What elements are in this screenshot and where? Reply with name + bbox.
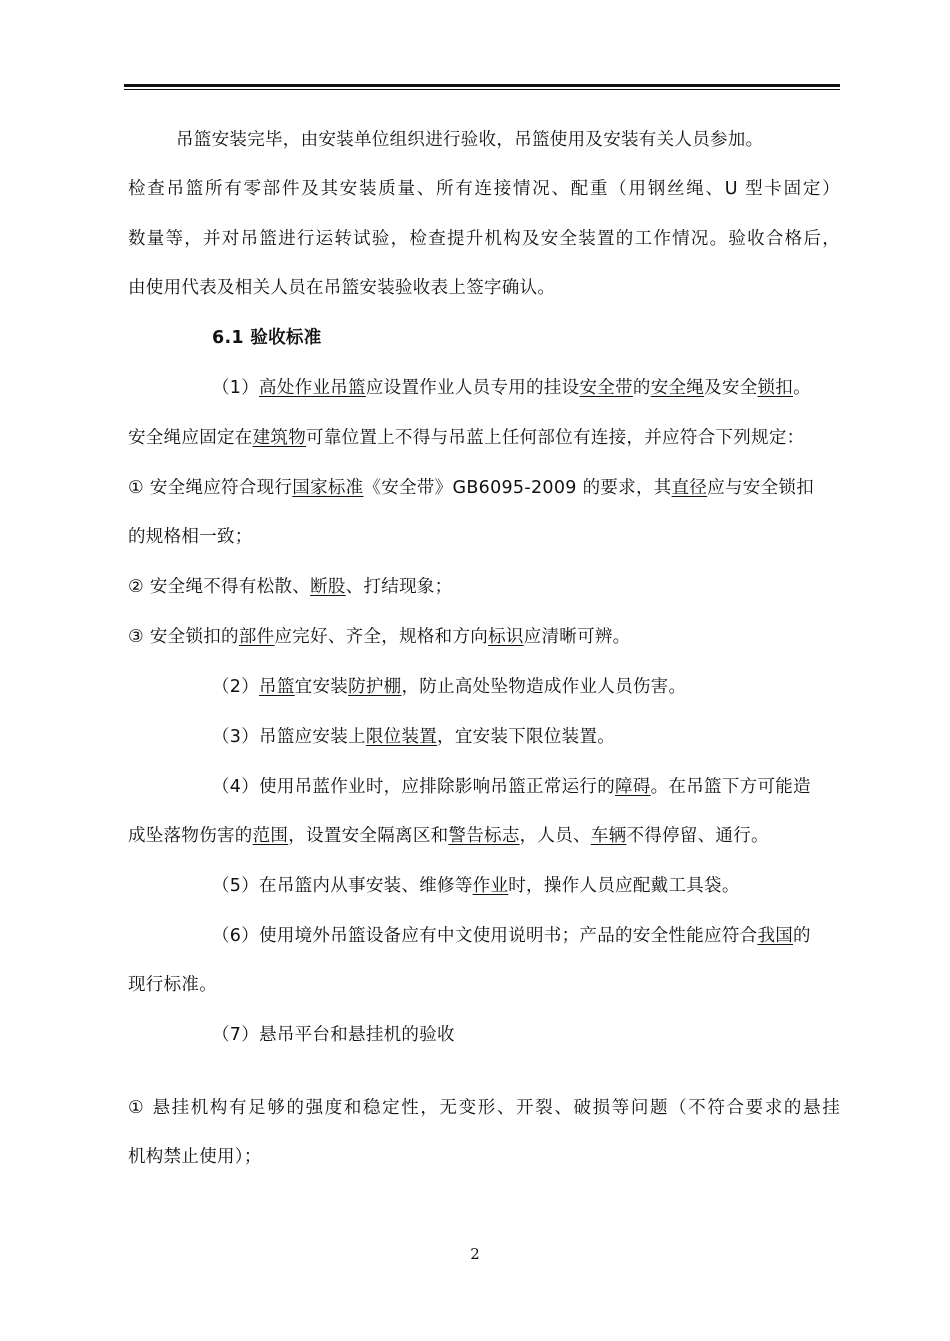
underlined-term: 作业 xyxy=(472,876,509,896)
underlined-term: 安全绳 xyxy=(650,378,705,398)
item-3: （3）吊篮应安装上限位装置，宜安装下限位装置。 xyxy=(212,727,616,747)
underlined-term: 部件 xyxy=(238,627,275,647)
underlined-term: 我国 xyxy=(757,926,794,946)
underlined-term: 安全带 xyxy=(579,378,633,398)
item-7: （7）悬吊平台和悬挂机的验收 xyxy=(212,1025,455,1045)
paragraph-line: 吊篮安装完毕，由安装单位组织进行验收，吊篮使用及安装有关人员参加。 xyxy=(176,130,764,150)
sub-item-7-1-line-2: 机构禁止使用）； xyxy=(128,1147,262,1167)
underlined-term: 障碍 xyxy=(615,777,651,797)
underlined-term: 防护棚 xyxy=(348,677,402,697)
item-5: （5）在吊篮内从事安装、维修等作业时，操作人员应配戴工具袋。 xyxy=(212,876,740,896)
underlined-term: 断股 xyxy=(310,577,346,597)
header-rule-thin xyxy=(124,89,840,90)
underlined-term: 锁扣 xyxy=(757,378,794,398)
sub-item-2: ② 安全绳不得有松散、断股、打结现象； xyxy=(128,577,453,597)
section-heading: 6.1 验收标准 xyxy=(212,328,322,348)
underlined-term: 吊篮 xyxy=(259,677,295,697)
sub-item-7-1-line-1: ① 悬挂机构有足够的强度和稳定性，无变形、开裂、破损等问题（不符合要求的悬挂 xyxy=(128,1098,840,1118)
underlined-term: 国家标准 xyxy=(292,478,364,498)
item-2: （2）吊篮宜安装防护棚，防止高处坠物造成作业人员伤害。 xyxy=(212,677,687,697)
page-number: 2 xyxy=(470,1245,480,1263)
paragraph-line: 数量等，并对吊篮进行运转试验，检查提升机构及安全装置的工作情况。验收合格后， xyxy=(128,229,840,249)
sub-item-3: ③ 安全锁扣的部件应完好、齐全，规格和方向标识应清晰可辨。 xyxy=(128,627,631,647)
underlined-term: 车辆 xyxy=(590,826,627,846)
paragraph-line: 检查吊篮所有零部件及其安装质量、所有连接情况、配重（用钢丝绳、U 型卡固定） xyxy=(128,179,840,199)
sub-item-1-line-2: 的规格相一致； xyxy=(128,527,253,547)
underlined-term: 标识 xyxy=(488,627,524,647)
item-4-line-2: 成坠落物伤害的范围，设置安全隔离区和警告标志，人员、车辆不得停留、通行。 xyxy=(128,826,769,846)
item-4-line-1: （4）使用吊蓝作业时，应排除影响吊篮正常运行的障碍。在吊篮下方可能造 xyxy=(212,777,811,797)
item-6-line-2: 现行标准。 xyxy=(128,975,217,995)
underlined-term: 高处作业吊篮 xyxy=(259,378,366,398)
sub-item-1-line-1: ① 安全绳应符合现行国家标准《安全带》GB6095-2009 的要求，其直径应与安全锁扣 xyxy=(128,478,815,498)
item-1-line-2: 安全绳应固定在建筑物可靠位置上不得与吊蓝上任何部位有连接，并应符合下列规定： xyxy=(128,428,805,448)
underlined-term: 限位装置 xyxy=(365,727,438,747)
underlined-term: 警告标志 xyxy=(448,826,520,846)
paragraph-line: 由使用代表及相关人员在吊篮安装验收表上签字确认。 xyxy=(128,278,556,298)
item-1-line-1: （1）高处作业吊篮应设置作业人员专用的挂设安全带的安全绳及安全锁扣。 xyxy=(212,378,811,398)
underlined-term: 建筑物 xyxy=(252,428,307,448)
header-rule-thick xyxy=(124,84,840,87)
underlined-term: 范围 xyxy=(252,826,289,846)
underlined-term: 直径 xyxy=(671,478,708,498)
item-6-line-1: （6）使用境外吊篮设备应有中文使用说明书；产品的安全性能应符合我国的 xyxy=(212,926,811,946)
